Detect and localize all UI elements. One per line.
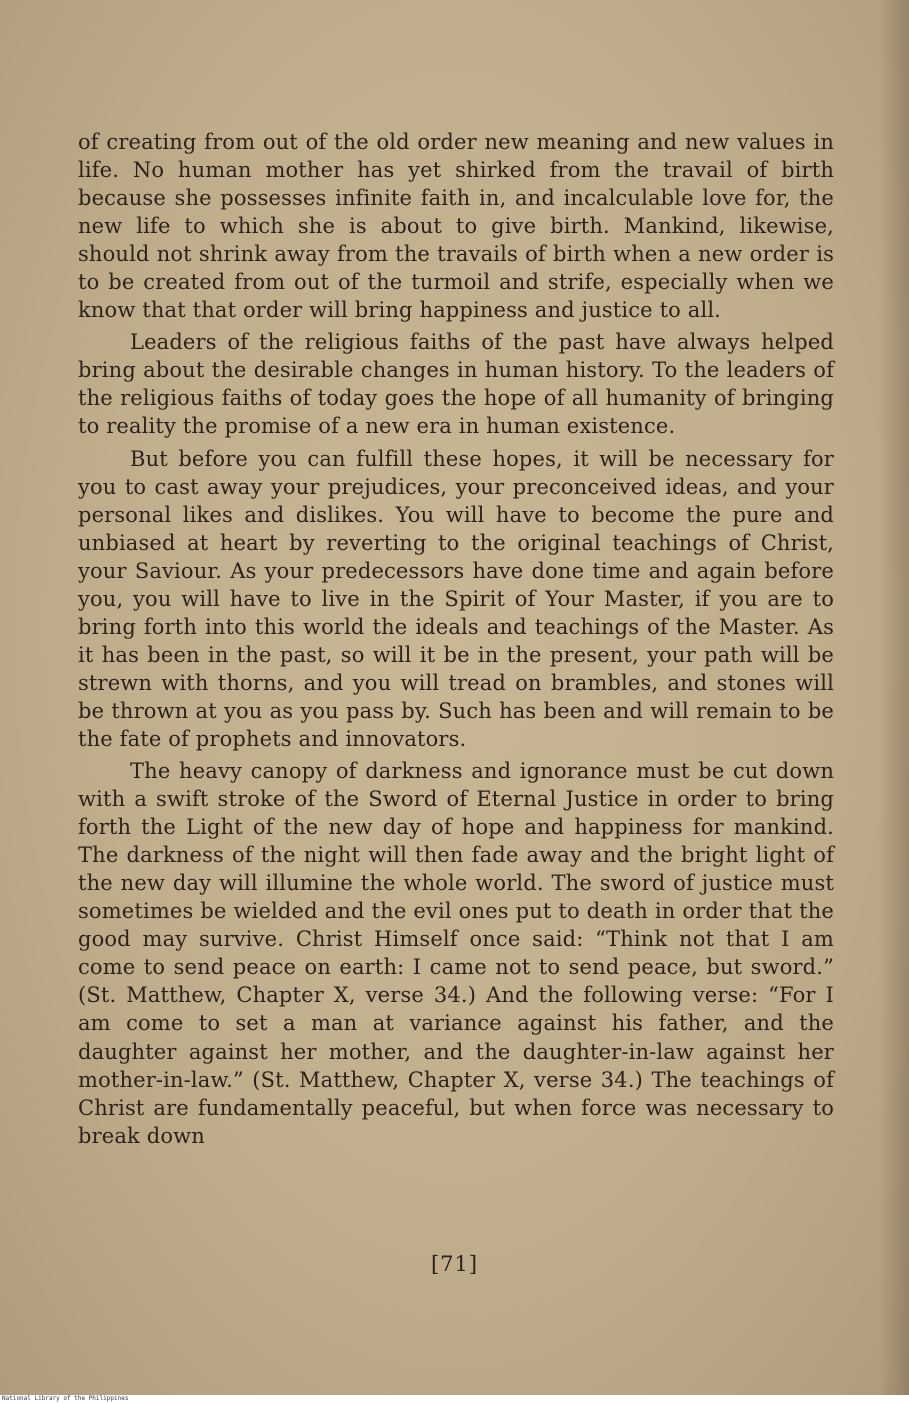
page-number: [71] bbox=[430, 1252, 479, 1276]
scan-footer-bar bbox=[0, 1395, 909, 1403]
paragraph-religious-leaders: Leaders of the religious faiths of the past have always helped bring about the desirable changes in human history. To the leaders of the religious faiths of today goes the hope of all humanity of bringing to reality the promise of a new era in human existence. bbox=[78, 330, 834, 439]
page-body-text bbox=[78, 128, 834, 1154]
paragraph-continuation: of creating from out of the old order new meaning and new values in life. No human mother has yet shirked from the travail of birth because she possesses infinite faith in, and incalculable love for, the new life to which she is about to give birth. Mankind, likewise, should not shrink away from the travails of birth when a new order is to be created from out of the turmoil and strife, especially when we know that that order will bring happiness and justice to all. bbox=[78, 130, 834, 323]
library-credit-text: National Library of the Philippines bbox=[2, 1395, 129, 1402]
paragraph-fulfill-hopes: But before you can fulfill these hopes, it will be necessary for you to cast away your prejudices, your preconceived ideas, and your personal likes and dislikes. You will have to become the pure and unbiased at heart by reverting to the original teachings of Christ, your Saviour. As your predecessors have done time and again before you, you will have to live in the Spirit of Your Master, if you are to bring forth into this world the ideals and teachings of the Master. As it has been in the past, so will it be in the present, your path will be strewn with thorns, and you will tread on brambles, and stones will be thrown at you as you pass by. Such has been and will remain to be the fate of prophets and innovators. bbox=[78, 446, 834, 751]
paragraph-canopy-of-darkness: The heavy canopy of darkness and ignorance must be cut down with a swift stroke of the Sword of Eternal Justice in order to bring forth the Light of the new day of hope and happiness for mankind. The darkness of the night will then fade away and the bright light of the new day will illumine the whole world. The sword of justice must sometimes be wielded and the evil ones put to death in order that the good may survive. Christ Himself once said: “Think not that I am come to send peace on earth: I came not to send peace, but sword.” (St. Matthew, Chapter X, verse 34.) And the following verse: “For I am come to set a man at variance against his father, and the daughter against her mother, and the daughter-in-law against her mother-in-law.” (St. Matthew, Chapter X, verse 34.) The teachings of Christ are fundamentally peaceful, but when force was necessary to break down bbox=[78, 759, 834, 1148]
